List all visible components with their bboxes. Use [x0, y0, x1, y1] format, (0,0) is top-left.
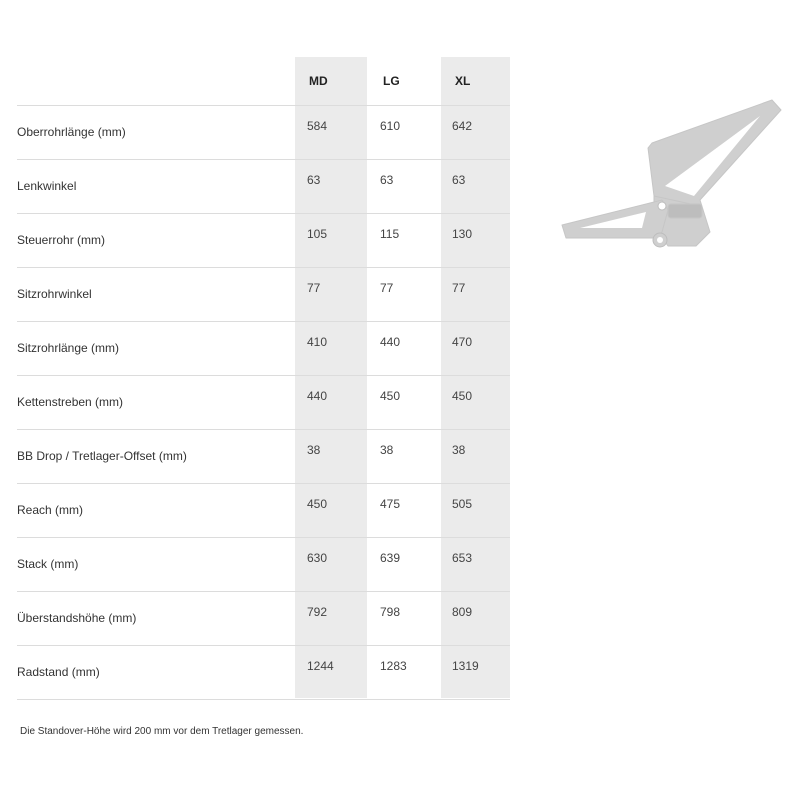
cell-md: 38	[307, 443, 321, 457]
column-header-md: MD	[309, 74, 328, 88]
cell-lg: 440	[380, 335, 401, 349]
table-row	[17, 592, 510, 646]
cell-xl: 450	[452, 389, 473, 403]
table-row	[17, 322, 510, 376]
cell-lg: 639	[380, 551, 401, 565]
row-label: Sitzrohrwinkel	[17, 287, 92, 301]
table-row	[17, 268, 510, 322]
row-label: Reach (mm)	[17, 503, 84, 517]
cell-xl: 653	[452, 551, 473, 565]
cell-xl: 1319	[452, 659, 479, 673]
bike-frame-image	[556, 96, 786, 256]
cell-xl: 470	[452, 335, 473, 349]
column-header-lg: LG	[383, 74, 400, 88]
cell-lg: 63	[380, 173, 394, 187]
cell-md: 440	[307, 389, 328, 403]
cell-xl: 809	[452, 605, 473, 619]
row-label: Stack (mm)	[17, 557, 79, 571]
cell-xl: 38	[452, 443, 466, 457]
table-row	[17, 484, 510, 538]
cell-lg: 38	[380, 443, 394, 457]
cell-md: 792	[307, 605, 328, 619]
cell-xl: 505	[452, 497, 473, 511]
row-label: Kettenstreben (mm)	[17, 395, 124, 409]
table-row	[17, 646, 510, 700]
cell-md: 450	[307, 497, 328, 511]
table-row	[17, 538, 510, 592]
cell-md: 105	[307, 227, 328, 241]
cell-lg: 1283	[380, 659, 407, 673]
cell-lg: 798	[380, 605, 401, 619]
cell-md: 410	[307, 335, 328, 349]
cell-lg: 115	[380, 227, 400, 241]
cell-lg: 450	[380, 389, 401, 403]
row-label: Radstand (mm)	[17, 665, 100, 679]
cell-xl: 77	[452, 281, 466, 295]
row-label: Sitzrohrlänge (mm)	[17, 341, 120, 355]
table-row	[17, 214, 510, 268]
column-header-xl: XL	[455, 74, 471, 88]
table-row	[17, 160, 510, 214]
cell-md: 1244	[307, 659, 334, 673]
cell-md: 63	[307, 173, 321, 187]
row-label: Lenkwinkel	[17, 179, 77, 193]
row-label: Überstandshöhe (mm)	[17, 611, 137, 625]
cell-xl: 63	[452, 173, 466, 187]
row-label: Steuerrohr (mm)	[17, 233, 106, 247]
cell-lg: 610	[380, 119, 401, 133]
cell-xl: 642	[452, 119, 473, 133]
cell-md: 77	[307, 281, 321, 295]
row-label: Oberrohrlänge (mm)	[17, 125, 126, 139]
footnote: Die Standover-Höhe wird 200 mm vor dem Tretlager gemessen.	[20, 726, 304, 737]
cell-md: 584	[307, 119, 328, 133]
table-header	[17, 57, 510, 106]
row-label: BB Drop / Tretlager-Offset (mm)	[17, 449, 187, 463]
cell-md: 630	[307, 551, 328, 565]
geometry-table	[17, 57, 510, 700]
table-row	[17, 106, 510, 160]
cell-lg: 475	[380, 497, 401, 511]
table-row	[17, 430, 510, 484]
cell-lg: 77	[380, 281, 394, 295]
cell-xl: 130	[452, 227, 473, 241]
table-row	[17, 376, 510, 430]
